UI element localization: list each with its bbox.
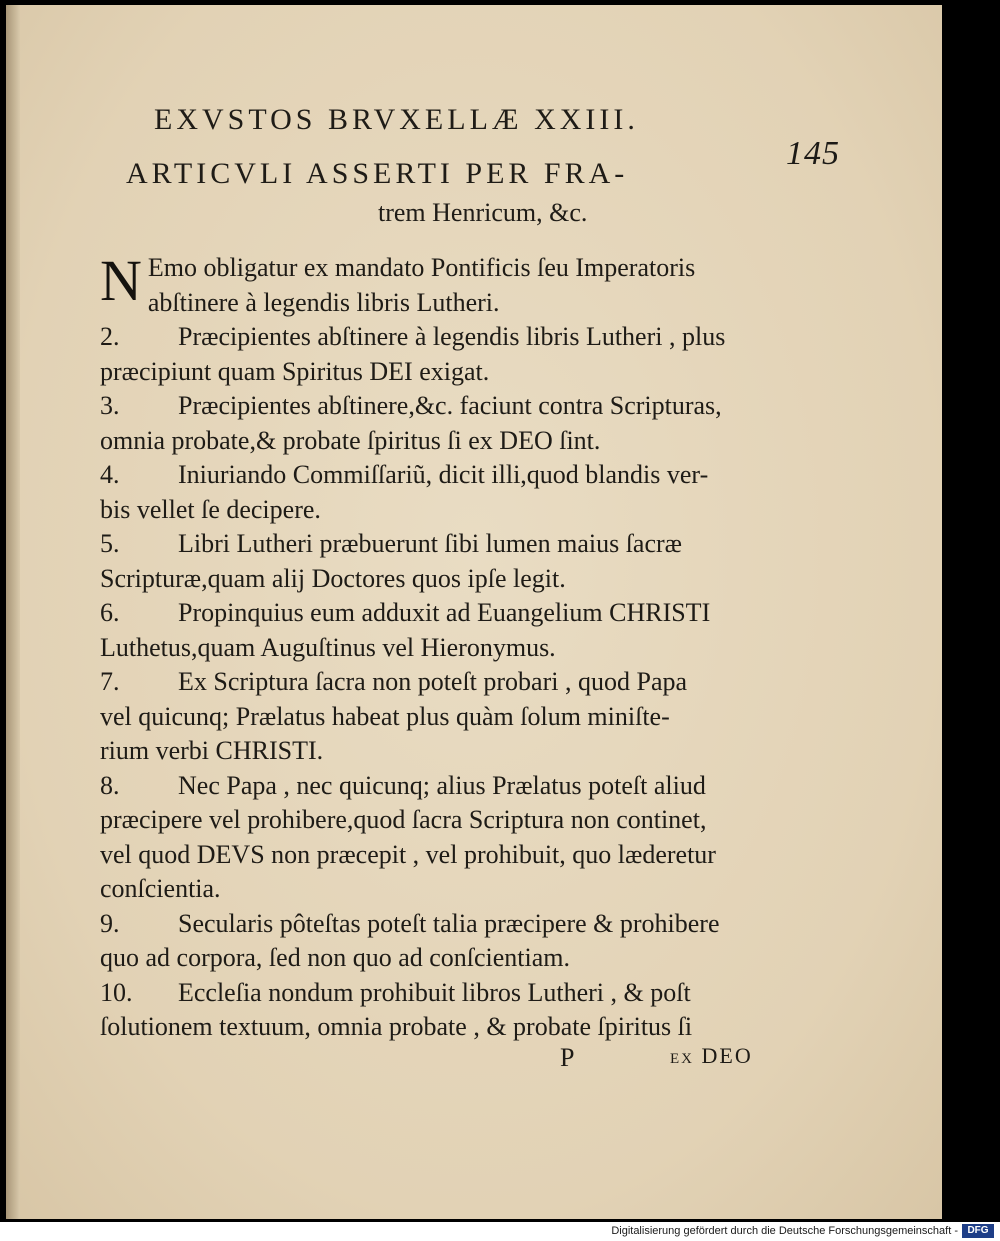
article-text: rium verbi CHRISTI. (100, 736, 324, 765)
article-line (100, 769, 760, 804)
article-8 (100, 769, 760, 907)
article-5 (100, 527, 760, 596)
article-9 (100, 907, 760, 976)
article-text: Secularis pôteſtas poteſt talia præcipere & prohibere (178, 908, 720, 938)
article-line (100, 734, 760, 769)
article-line (100, 631, 760, 666)
article-text: Emo obligatur ex mandato Pontificis ſeu Imperatoris (147, 253, 696, 282)
article-text: præcipiunt quam Spiritus DEI exigat. (100, 356, 490, 386)
article-text: Luthetus,quam Auguſtinus vel Hieronymus. (100, 632, 556, 662)
article-number: 6. (100, 598, 120, 627)
article-text: bis vellet ſe decipere. (100, 494, 321, 524)
dfg-logo: DFG (962, 1224, 994, 1238)
article-line (100, 596, 760, 631)
heading-line-3: trem Henricum, &c. (378, 198, 588, 227)
article-text: præcipere vel prohibere,quod ſacra Scriptura non continet, (100, 805, 707, 834)
page-number: 145 (786, 135, 840, 172)
article-line (100, 838, 760, 873)
drop-cap: N (100, 248, 142, 313)
article-text: Libri Lutheri præbuerunt ſibi lumen maius ſacræ (178, 529, 683, 558)
article-4 (100, 458, 760, 527)
article-line (100, 907, 760, 942)
heading-line-2: ARTICVLI ASSERTI PER FRA- (126, 157, 629, 190)
article-text: Iniuriando Commiſſariũ, dicit illi,quod blandis ver- (178, 460, 709, 489)
article-number: 10. (100, 977, 133, 1007)
article-line (100, 320, 760, 355)
credit-text: Digitalisierung gefördert durch die Deutsche Forschungsgemeinschaft - (611, 1225, 958, 1237)
article-line (100, 976, 760, 1011)
article-line (100, 458, 760, 493)
article-number: 5. (100, 529, 120, 558)
article-number: 2. (100, 322, 120, 351)
article-number: 4. (100, 460, 120, 489)
article-line (100, 700, 760, 735)
article-line (100, 286, 760, 321)
article-line (100, 527, 760, 562)
credit-bar (0, 1222, 1000, 1241)
article-text: Præcipientes abſtinere à legendis libris Lutheri , plus (178, 322, 726, 351)
article-line (100, 355, 760, 390)
article-text: Nec Papa , nec quicunq; alius Prælatus poteſt aliud (178, 770, 706, 800)
article-text: Præcipientes abſtinere,&c. faciunt contra Scripturas, (178, 391, 722, 420)
article-list (100, 248, 760, 1045)
article-text: abſtinere à legendis libris Lutheri. (147, 287, 500, 317)
article-10 (100, 976, 760, 1045)
scanned-page (6, 5, 942, 1219)
heading-line-1: EXVSTOS BRVXELLÆ XXIII. (154, 103, 639, 136)
article-text: conſcientia. (100, 874, 221, 903)
article-number: 8. (100, 770, 120, 800)
article-line (100, 493, 760, 528)
article-line (100, 665, 760, 700)
article-text: Eccleſia nondum prohibuit libros Lutheri , & poſt (178, 977, 691, 1007)
article-number: 7. (100, 667, 120, 696)
article-text: ſolutionem textuum, omnia probate , & probate ſpiritus ſi (100, 1012, 693, 1041)
article-text: Scripturæ,quam alij Doctores quos ipſe legit. (100, 563, 566, 593)
article-7 (100, 665, 760, 769)
article-line (100, 872, 760, 907)
article-text: vel quicunq; Prælatus habeat plus quàm ſolum miniſte- (100, 701, 670, 731)
article-line (100, 803, 760, 838)
article-2 (100, 320, 760, 389)
article-text: Propinquius eum adduxit ad Euangelium CHRISTI (178, 598, 711, 627)
article-line (100, 941, 760, 976)
article-line (100, 251, 760, 286)
article-line (100, 424, 760, 459)
signature-mark: P (560, 1043, 575, 1072)
article-line (100, 1010, 760, 1045)
article-line (100, 562, 760, 597)
catchword: ex DEO (670, 1043, 753, 1068)
article-1 (100, 248, 760, 320)
article-text: vel quod DEVS non præcepit , vel prohibuit, quo læderetur (100, 839, 716, 869)
article-3 (100, 389, 760, 458)
page-gutter (6, 5, 20, 1219)
article-text: Ex Scriptura ſacra non poteſt probari , quod Papa (178, 667, 688, 696)
article-text: omnia probate,& probate ſpiritus ſi ex DEO ſint. (100, 425, 601, 455)
article-number: 9. (100, 908, 120, 938)
article-text: quo ad corpora, ſed non quo ad conſcientiam. (100, 943, 571, 972)
article-line (100, 389, 760, 424)
article-number: 3. (100, 391, 120, 420)
article-6 (100, 596, 760, 665)
